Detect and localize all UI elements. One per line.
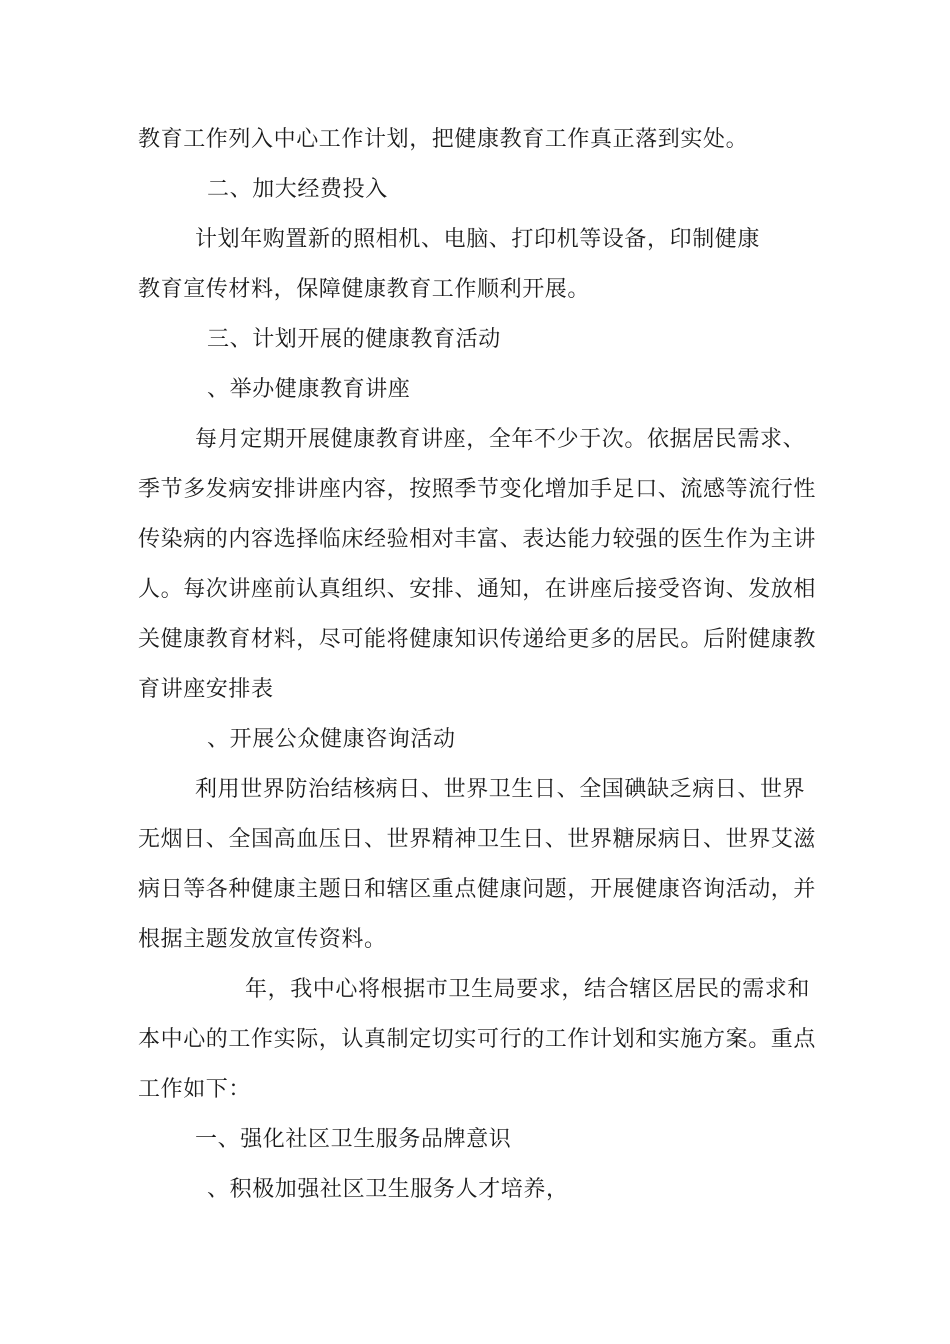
- text-line: 育讲座安排表: [138, 677, 274, 702]
- text-line: 利用世界防治结核病日、世界卫生日、全国碘缺乏病日、世界: [195, 777, 806, 802]
- text-line: 教育宣传材料，保障健康教育工作顺利开展。: [138, 277, 591, 302]
- text-line: 人。每次讲座前认真组织、安排、通知，在讲座后接受咨询、发放相: [138, 577, 817, 602]
- text-line: 计划年购置新的照相机、电脑、打印机等设备，印制健康: [195, 227, 761, 252]
- subsection-heading: 、开展公众健康咨询活动: [207, 727, 456, 752]
- subsection-heading: 、举办健康教育讲座: [207, 377, 411, 402]
- text-line: 教育工作列入中心工作计划，把健康教育工作真正落到实处。: [138, 127, 749, 152]
- text-line: 年，我中心将根据市卫生局要求，结合辖区居民的需求和: [245, 977, 811, 1002]
- section-heading: 一、强化社区卫生服务品牌意识: [195, 1127, 512, 1152]
- text-line: 无烟日、全国高血压日、世界精神卫生日、世界糖尿病日、世界艾滋: [138, 827, 817, 852]
- text-line: 季节多发病安排讲座内容，按照季节变化增加手足口、流感等流行性: [138, 477, 817, 502]
- section-heading: 二、加大经费投入: [207, 177, 388, 202]
- text-line: 病日等各种健康主题日和辖区重点健康问题，开展健康咨询活动，并: [138, 877, 817, 902]
- text-line: 关健康教育材料，尽可能将健康知识传递给更多的居民。后附健康教: [138, 627, 817, 652]
- text-line: 本中心的工作实际，认真制定切实可行的工作计划和实施方案。重点: [138, 1027, 817, 1052]
- section-heading: 三、计划开展的健康教育活动: [207, 327, 501, 352]
- text-line: 每月定期开展健康教育讲座，全年不少于次。依据居民需求、: [195, 427, 806, 452]
- text-line: 根据主题发放宣传资料。: [138, 927, 387, 952]
- subsection-heading: 、积极加强社区卫生服务人才培养，: [207, 1177, 569, 1202]
- text-line: 工作如下：: [138, 1077, 252, 1102]
- text-line: 传染病的内容选择临床经验相对丰富、表达能力较强的医生作为主讲: [138, 527, 817, 552]
